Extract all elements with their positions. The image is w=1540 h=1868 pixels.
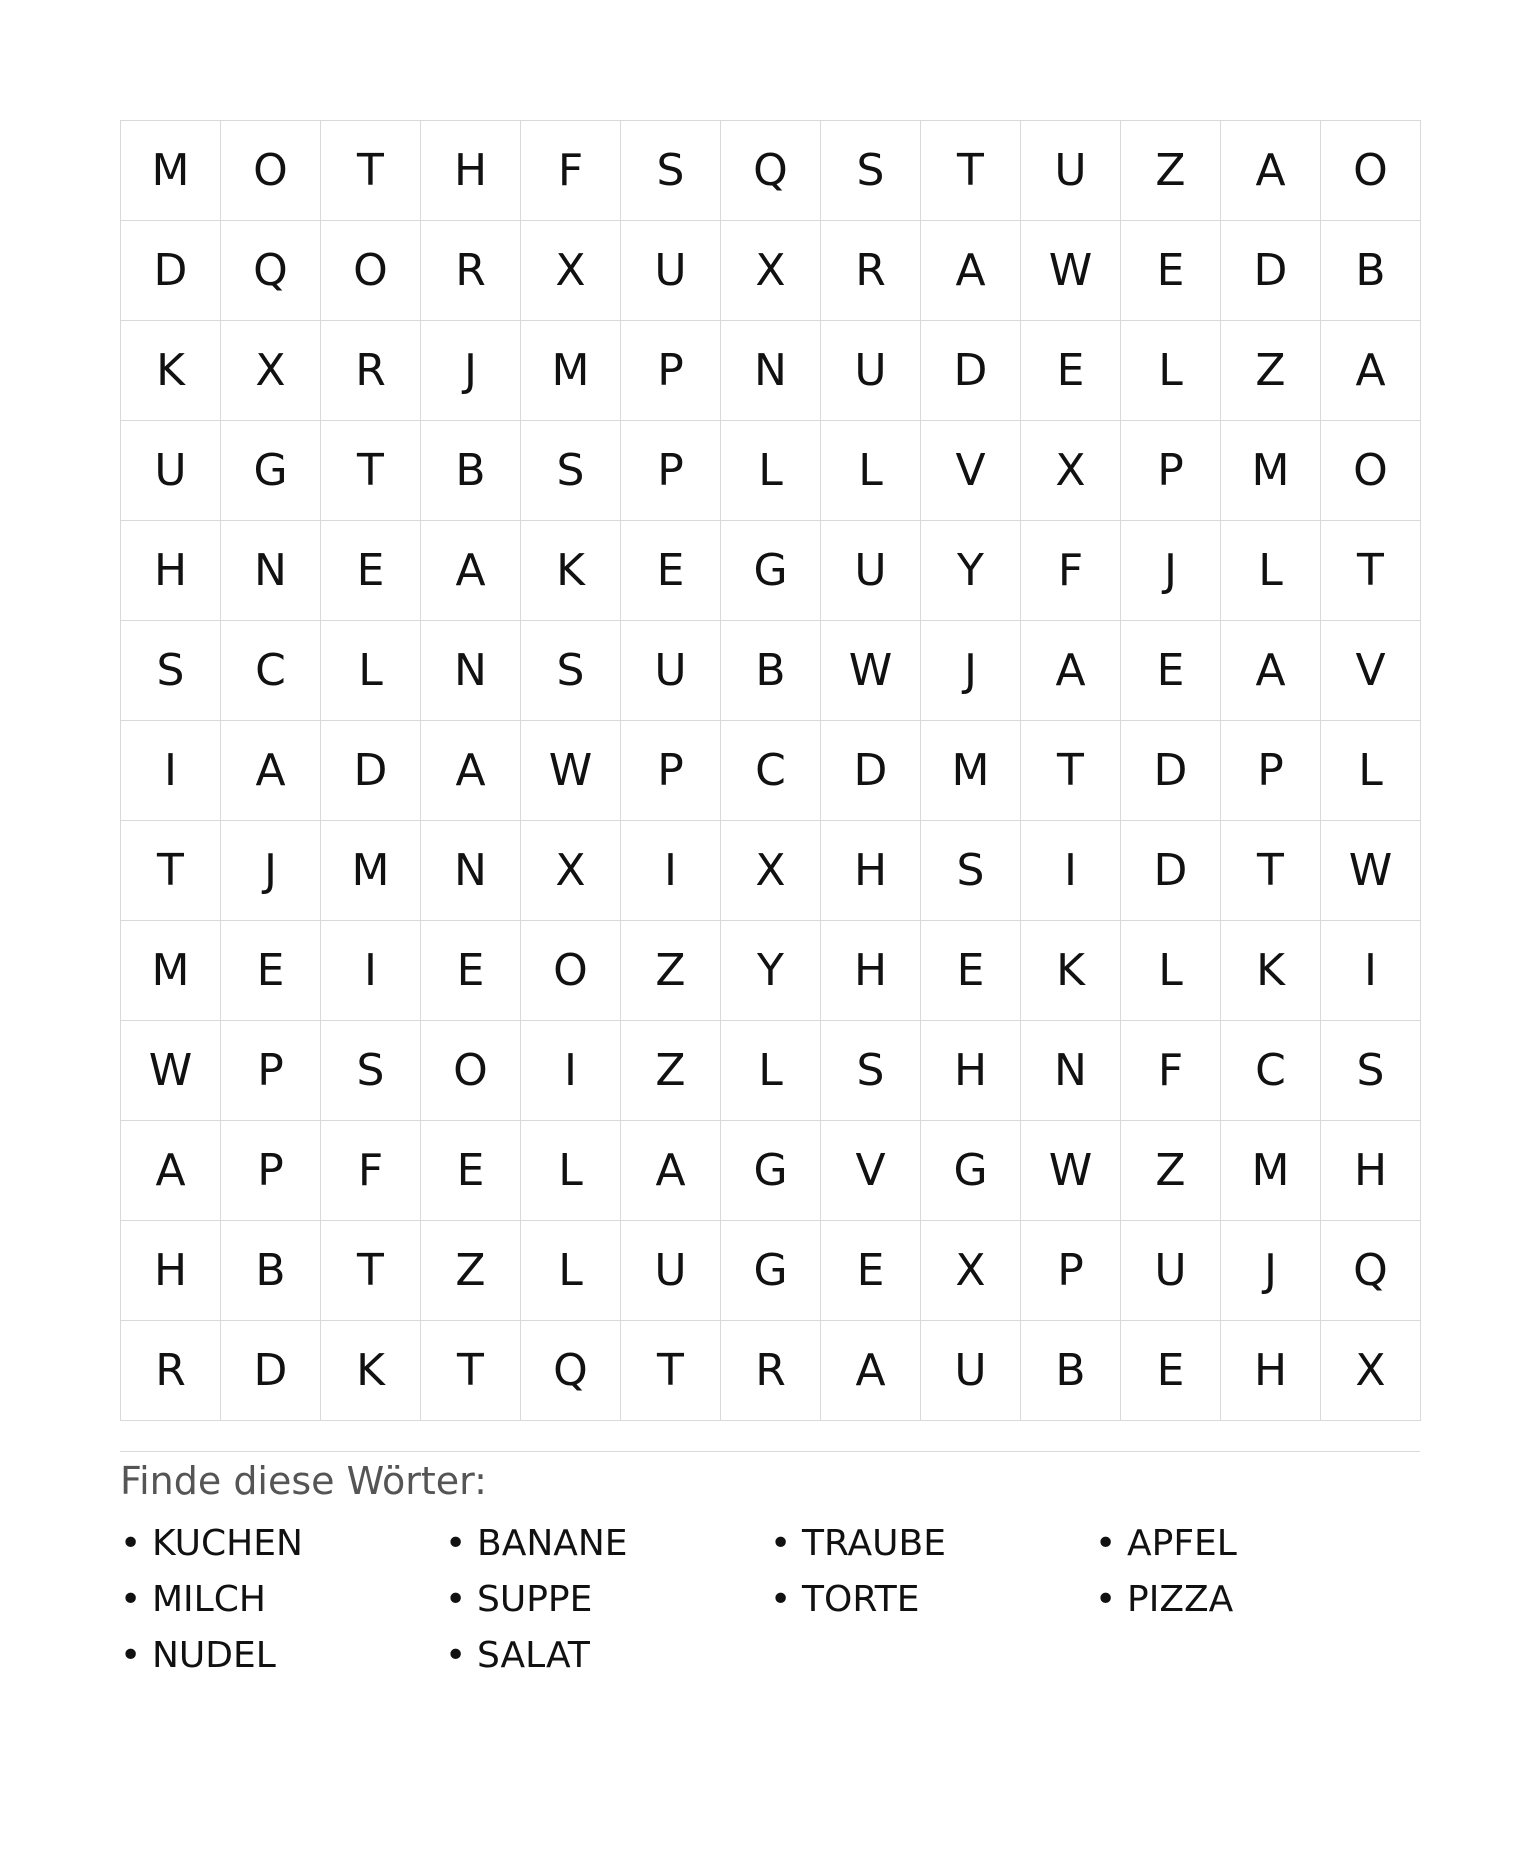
- grid-cell[interactable]: D: [221, 1321, 321, 1421]
- grid-cell[interactable]: Z: [621, 1021, 721, 1121]
- grid-cell[interactable]: U: [621, 1221, 721, 1321]
- grid-cell[interactable]: E: [921, 921, 1021, 1021]
- bullet-icon: •: [120, 1635, 142, 1676]
- grid-cell[interactable]: W: [821, 621, 921, 721]
- grid-cell[interactable]: T: [1321, 521, 1421, 621]
- grid-cell[interactable]: G: [221, 421, 321, 521]
- grid-cell[interactable]: X: [721, 221, 821, 321]
- grid-cell[interactable]: K: [121, 321, 221, 421]
- grid-cell[interactable]: X: [1321, 1321, 1421, 1421]
- grid-cell[interactable]: Z: [621, 921, 721, 1021]
- grid-cell[interactable]: S: [1321, 1021, 1421, 1121]
- grid-cell[interactable]: L: [521, 1221, 621, 1321]
- grid-cell[interactable]: Z: [1221, 321, 1321, 421]
- grid-cell[interactable]: G: [721, 1221, 821, 1321]
- word-list-heading: Finde diese Wörter:: [120, 1459, 487, 1503]
- grid-cell[interactable]: S: [521, 421, 621, 521]
- grid-cell[interactable]: Z: [421, 1221, 521, 1321]
- grid-cell[interactable]: R: [721, 1321, 821, 1421]
- word-list-item: [445, 1516, 770, 1572]
- grid-cell[interactable]: P: [221, 1121, 321, 1221]
- grid-cell[interactable]: B: [1021, 1321, 1121, 1421]
- grid-cell[interactable]: A: [1321, 321, 1421, 421]
- word-list-item: [770, 1572, 1095, 1628]
- grid-cell[interactable]: V: [1321, 621, 1421, 721]
- word-label: PIZZA: [1127, 1579, 1234, 1620]
- grid-cell[interactable]: D: [321, 721, 421, 821]
- grid-cell[interactable]: M: [121, 921, 221, 1021]
- grid-cell[interactable]: W: [1021, 1121, 1121, 1221]
- word-list-item: [445, 1572, 770, 1628]
- grid-cell[interactable]: J: [1121, 521, 1221, 621]
- grid-cell[interactable]: K: [1221, 921, 1321, 1021]
- grid-cell[interactable]: H: [121, 521, 221, 621]
- grid-cell[interactable]: I: [621, 821, 721, 921]
- grid-cell[interactable]: P: [1221, 721, 1321, 821]
- grid-cell[interactable]: E: [221, 921, 321, 1021]
- grid-cell[interactable]: O: [521, 921, 621, 1021]
- grid-cell[interactable]: R: [321, 321, 421, 421]
- bullet-icon: •: [1095, 1523, 1117, 1564]
- bullet-icon: •: [445, 1579, 467, 1620]
- grid-cell[interactable]: P: [621, 721, 721, 821]
- grid-cell[interactable]: B: [1321, 221, 1421, 321]
- grid-cell[interactable]: E: [621, 521, 721, 621]
- grid-cell[interactable]: V: [821, 1121, 921, 1221]
- grid-cell[interactable]: T: [321, 121, 421, 221]
- grid-cell[interactable]: X: [921, 1221, 1021, 1321]
- grid-cell[interactable]: W: [1321, 821, 1421, 921]
- grid-cell[interactable]: A: [1221, 121, 1321, 221]
- grid-cell[interactable]: A: [421, 521, 521, 621]
- grid-cell[interactable]: S: [621, 121, 721, 221]
- grid-cell[interactable]: N: [421, 821, 521, 921]
- grid-cell[interactable]: I: [521, 1021, 621, 1121]
- word-list-item: [1095, 1516, 1420, 1572]
- grid-cell[interactable]: O: [421, 1021, 521, 1121]
- grid-cell[interactable]: L: [821, 421, 921, 521]
- grid-cell[interactable]: A: [121, 1121, 221, 1221]
- grid-cell[interactable]: A: [1221, 621, 1321, 721]
- grid-cell[interactable]: W: [521, 721, 621, 821]
- grid-cell[interactable]: L: [721, 421, 821, 521]
- grid-cell[interactable]: L: [721, 1021, 821, 1121]
- bullet-icon: •: [120, 1523, 142, 1564]
- word-label: TORTE: [802, 1579, 920, 1620]
- word-label: APFEL: [1127, 1523, 1237, 1564]
- grid-cell[interactable]: E: [1121, 621, 1221, 721]
- grid-cell[interactable]: E: [1021, 321, 1121, 421]
- grid-cell[interactable]: N: [221, 521, 321, 621]
- grid-cell[interactable]: O: [1321, 421, 1421, 521]
- grid-cell[interactable]: L: [1121, 921, 1221, 1021]
- grid-cell[interactable]: U: [921, 1321, 1021, 1421]
- grid-cell[interactable]: V: [921, 421, 1021, 521]
- grid-cell[interactable]: B: [221, 1221, 321, 1321]
- grid-cell[interactable]: T: [121, 821, 221, 921]
- grid-cell[interactable]: M: [121, 121, 221, 221]
- grid-cell[interactable]: E: [821, 1221, 921, 1321]
- grid-cell[interactable]: D: [921, 321, 1021, 421]
- grid-cell[interactable]: J: [221, 821, 321, 921]
- grid-cell[interactable]: S: [821, 1021, 921, 1121]
- word-list-item: [445, 1628, 770, 1684]
- grid-cell[interactable]: M: [1221, 1121, 1321, 1221]
- grid-cell[interactable]: T: [421, 1321, 521, 1421]
- grid-cell[interactable]: O: [221, 121, 321, 221]
- grid-cell[interactable]: A: [221, 721, 321, 821]
- grid-cell[interactable]: D: [1121, 821, 1221, 921]
- grid-cell[interactable]: E: [1121, 1321, 1221, 1421]
- grid-cell[interactable]: B: [421, 421, 521, 521]
- bullet-icon: •: [445, 1523, 467, 1564]
- grid-cell[interactable]: Q: [521, 1321, 621, 1421]
- grid-cell[interactable]: K: [1021, 921, 1121, 1021]
- grid-cell[interactable]: E: [1121, 221, 1221, 321]
- grid-cell[interactable]: D: [821, 721, 921, 821]
- grid-cell[interactable]: E: [421, 921, 521, 1021]
- grid-cell[interactable]: P: [621, 321, 721, 421]
- word-label: TRAUBE: [802, 1523, 946, 1564]
- grid-cell[interactable]: A: [1021, 621, 1121, 721]
- grid-cell[interactable]: L: [1221, 521, 1321, 621]
- word-list-item: [120, 1516, 445, 1572]
- grid-cell[interactable]: S: [121, 621, 221, 721]
- grid-cell[interactable]: N: [421, 621, 521, 721]
- grid-cell[interactable]: M: [521, 321, 621, 421]
- grid-cell[interactable]: X: [521, 221, 621, 321]
- word-search-puzzle: [120, 120, 1420, 1684]
- grid-cell[interactable]: S: [821, 121, 921, 221]
- bullet-icon: •: [770, 1523, 792, 1564]
- grid-cell[interactable]: E: [321, 521, 421, 621]
- grid-cell[interactable]: C: [1221, 1021, 1321, 1121]
- grid-cell[interactable]: H: [821, 821, 921, 921]
- grid-cell[interactable]: X: [521, 821, 621, 921]
- grid-cell[interactable]: T: [321, 421, 421, 521]
- grid-cell[interactable]: W: [1021, 221, 1121, 321]
- grid-cell[interactable]: T: [621, 1321, 721, 1421]
- grid-cell[interactable]: G: [721, 1121, 821, 1221]
- bullet-icon: •: [120, 1579, 142, 1620]
- grid-cell[interactable]: Q: [1321, 1221, 1421, 1321]
- grid-cell[interactable]: L: [1321, 721, 1421, 821]
- grid-cell[interactable]: Z: [1121, 1121, 1221, 1221]
- grid-cell[interactable]: U: [121, 421, 221, 521]
- word-label: BANANE: [477, 1523, 628, 1564]
- grid-cell[interactable]: Q: [721, 121, 821, 221]
- grid-cell[interactable]: K: [521, 521, 621, 621]
- word-list-item: [1095, 1572, 1420, 1628]
- grid-cell[interactable]: U: [621, 221, 721, 321]
- bullet-icon: •: [770, 1579, 792, 1620]
- grid-cell[interactable]: D: [1121, 721, 1221, 821]
- grid-cell[interactable]: L: [321, 621, 421, 721]
- word-list-item: [120, 1628, 445, 1684]
- grid-cell[interactable]: E: [421, 1121, 521, 1221]
- grid-cell[interactable]: L: [1121, 321, 1221, 421]
- grid-cell[interactable]: A: [621, 1121, 721, 1221]
- grid-cell[interactable]: U: [621, 621, 721, 721]
- grid-cell[interactable]: Z: [1121, 121, 1221, 221]
- grid-cell[interactable]: M: [1221, 421, 1321, 521]
- grid-cell[interactable]: G: [721, 521, 821, 621]
- grid-cell[interactable]: J: [921, 621, 1021, 721]
- grid-cell[interactable]: S: [521, 621, 621, 721]
- grid-cell[interactable]: A: [821, 1321, 921, 1421]
- grid-cell[interactable]: H: [121, 1221, 221, 1321]
- grid-cell[interactable]: X: [1021, 421, 1121, 521]
- grid-cell[interactable]: X: [221, 321, 321, 421]
- grid-cell[interactable]: A: [421, 721, 521, 821]
- grid-cell[interactable]: P: [221, 1021, 321, 1121]
- grid-cell[interactable]: I: [1321, 921, 1421, 1021]
- grid-cell[interactable]: P: [621, 421, 721, 521]
- grid-cell[interactable]: P: [1121, 421, 1221, 521]
- grid-cell[interactable]: Y: [921, 521, 1021, 621]
- grid-cell[interactable]: D: [1221, 221, 1321, 321]
- grid-cell[interactable]: F: [521, 121, 621, 221]
- grid-cell[interactable]: O: [1321, 121, 1421, 221]
- grid-cell[interactable]: U: [1021, 121, 1121, 221]
- bullet-icon: •: [445, 1635, 467, 1676]
- word-list-item: [770, 1516, 1095, 1572]
- grid-cell[interactable]: W: [121, 1021, 221, 1121]
- word-label: MILCH: [152, 1579, 266, 1620]
- grid-cell[interactable]: K: [321, 1321, 421, 1421]
- grid-cell[interactable]: N: [721, 321, 821, 421]
- grid-cell[interactable]: M: [321, 821, 421, 921]
- grid-cell[interactable]: F: [1121, 1021, 1221, 1121]
- word-label: NUDEL: [152, 1635, 276, 1676]
- grid-cell[interactable]: C: [721, 721, 821, 821]
- grid-cell[interactable]: S: [321, 1021, 421, 1121]
- grid-cell[interactable]: N: [1021, 1021, 1121, 1121]
- grid-cell[interactable]: U: [821, 521, 921, 621]
- grid-cell[interactable]: H: [1321, 1121, 1421, 1221]
- grid-cell[interactable]: Q: [221, 221, 321, 321]
- grid-cell[interactable]: Y: [721, 921, 821, 1021]
- grid-cell[interactable]: U: [821, 321, 921, 421]
- grid-cell[interactable]: B: [721, 621, 821, 721]
- grid-cell[interactable]: C: [221, 621, 321, 721]
- grid-cell[interactable]: T: [1221, 821, 1321, 921]
- grid-cell[interactable]: H: [421, 121, 521, 221]
- grid-cell[interactable]: I: [121, 721, 221, 821]
- grid-cell[interactable]: H: [821, 921, 921, 1021]
- grid-cell[interactable]: J: [1221, 1221, 1321, 1321]
- grid-cell[interactable]: F: [321, 1121, 421, 1221]
- grid-cell[interactable]: T: [1021, 721, 1121, 821]
- grid-cell[interactable]: T: [921, 121, 1021, 221]
- word-list-item: [120, 1572, 445, 1628]
- grid-cell[interactable]: M: [921, 721, 1021, 821]
- grid-cell[interactable]: H: [1221, 1321, 1321, 1421]
- grid-cell[interactable]: F: [1021, 521, 1121, 621]
- grid-cell[interactable]: X: [721, 821, 821, 921]
- word-label: SUPPE: [477, 1579, 593, 1620]
- grid-cell[interactable]: T: [321, 1221, 421, 1321]
- grid-cell[interactable]: A: [921, 221, 1021, 321]
- bullet-icon: •: [1095, 1579, 1117, 1620]
- word-list: [120, 1516, 1420, 1684]
- grid-cell[interactable]: P: [1021, 1221, 1121, 1321]
- grid-cell[interactable]: R: [821, 221, 921, 321]
- grid-cell[interactable]: O: [321, 221, 421, 321]
- divider: [120, 1451, 1420, 1452]
- grid-cell[interactable]: S: [921, 821, 1021, 921]
- letter-grid: [120, 120, 1421, 1421]
- grid-cell[interactable]: H: [921, 1021, 1021, 1121]
- word-label: SALAT: [477, 1635, 590, 1676]
- grid-cell[interactable]: R: [121, 1321, 221, 1421]
- grid-cell[interactable]: R: [421, 221, 521, 321]
- grid-cell[interactable]: L: [521, 1121, 621, 1221]
- grid-cell[interactable]: I: [1021, 821, 1121, 921]
- grid-cell[interactable]: U: [1121, 1221, 1221, 1321]
- grid-cell[interactable]: J: [421, 321, 521, 421]
- grid-cell[interactable]: I: [321, 921, 421, 1021]
- word-label: KUCHEN: [152, 1523, 303, 1564]
- grid-cell[interactable]: G: [921, 1121, 1021, 1221]
- grid-cell[interactable]: D: [121, 221, 221, 321]
